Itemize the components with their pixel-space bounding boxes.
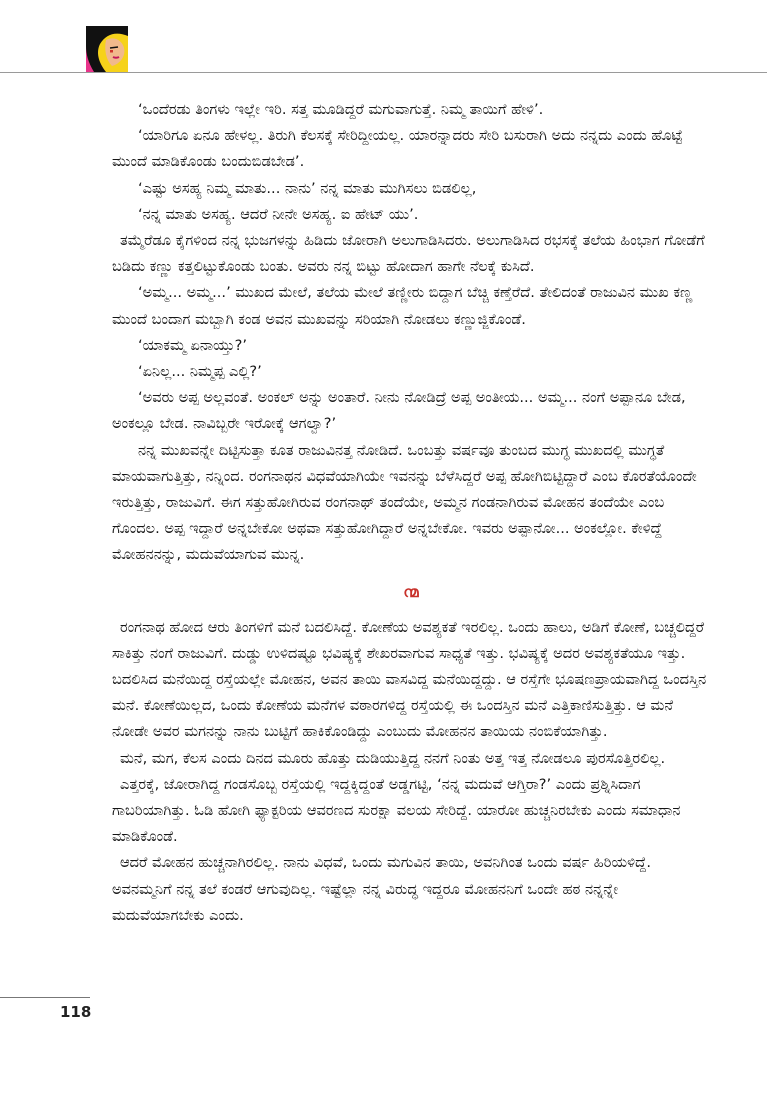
footer-rule bbox=[0, 997, 90, 998]
paragraph: ಎತ್ತರಕ್ಕೆ, ಜೋರಾಗಿದ್ದ ಗಂಡಸೊಬ್ಬ ರಸ್ತೆಯಲ್ಲಿ ಇದ್ದಕ್ಕಿದ್ದಂತೆ ಅಡ್ಡಗಟ್ಟಿ, ‘ನನ್ನ ಮದುವೆ ಆಗ್ತಿರಾ?’ ಎಂದು ಪ್ರಶ್ನಿಸಿದಾಗ ಗಾಬರಿಯಾಗಿತ್ತು. ಓಡಿ ಹೋಗಿ ಫ್ಯಾಕ್ಟರಿಯ ಆವರಣದ ಸುರಕ್ಷಾ ವಲಯ ಸೇರಿದ್ದೆ. ಯಾರೋ ಹುಚ್ಚನಿರಬೇಕು ಎಂದು ಸಮಾಧಾನ ಮಾಡಿಕೊಂಡೆ. bbox=[112, 775, 681, 846]
paragraph: ‘ಏನಿಲ್ಲ... ನಿಮ್ಮಪ್ಪ ಎಲ್ಲಿ?’ bbox=[138, 363, 262, 381]
paragraph: ‘ನನ್ನ ಮಾತು ಅಸಹ್ಯ. ಆದರೆ ನೀನೇ ಅಸಹ್ಯ. ಐ ಹೇಟ್ ಯು’. bbox=[138, 205, 419, 223]
header-rule bbox=[0, 72, 767, 73]
paragraph: ‘ಅಮ್ಮ... ಅಮ್ಮ...’ ಮುಖದ ಮೇಲೆ, ತಲೆಯ ಮೇಲೆ ತಣ್ಣೀರು ಬಿದ್ದಾಗ ಬೆಚ್ಚಿ ಕಣ್ತೆರೆದೆ. ತೇಲಿದಂತೆ ರಾಜುವಿನ ಮುಖ ಕಣ್ಣ ಮುಂದೆ ಬಂದಾಗ ಮಬ್ಬಾಗಿ ಕಂಡ ಅವನ ಮುಖವನ್ನು ಸರಿಯಾಗಿ ನೋಡಲು ಕಣ್ಣುಜ್ಜಿಕೊಂಡೆ. bbox=[112, 284, 693, 328]
paragraph: ‘ಎಷ್ಟು ಅಸಹ್ಯ ನಿಮ್ಮ ಮಾತು... ನಾನು’ ನನ್ನ ಮಾತು ಮುಗಿಸಲು ಬಿಡಲಿಲ್ಲ, bbox=[138, 179, 477, 197]
magazine-logo-icon bbox=[86, 26, 128, 72]
section-divider bbox=[112, 569, 710, 615]
paragraph: ‘ಯಾರಿಗೂ ಏನೂ ಹೇಳಲ್ಲ. ತಿರುಗಿ ಕೆಲಸಕ್ಕೆ ಸೇರಿದ್ದೀಯಲ್ಲ. ಯಾರನ್ನಾದರು ಸೇರಿ ಬಸುರಾಗಿ ಅದು ನನ್ನದು ಎಂದು ಹೊಟ್ಟೆ ಮುಂದೆ ಮಾಡಿಕೊಂಡು ಬಂದುಬಿಡಬೇಡ’. bbox=[112, 127, 683, 171]
paragraph: ‘ಒಂದೆರಡು ತಿಂಗಳು ಇಲ್ಲೇ ಇರಿ. ಸತ್ತ ಮೂಡಿದ್ದರೆ ಮಗುವಾಗುತ್ತೆ. ನಿಮ್ಮ ತಾಯಿಗೆ ಹೇಳಿ’. bbox=[138, 101, 544, 118]
page-number: 118 bbox=[60, 1003, 92, 1021]
paragraph: ತಮ್ಮೆರೆಡೂ ಕೈಗಳಿಂದ ನನ್ನ ಭುಜಗಳನ್ನು ಹಿಡಿದು ಜೋರಾಗಿ ಅಲುಗಾಡಿಸಿದರು. ಅಲುಗಾಡಿಸಿದ ರಭಸಕ್ಕೆ ತಲೆಯ ಹಿಂಭಾಗ ಗೋಡೆಗೆ ಬಡಿದು ಕಣ್ಣು ಕತ್ತಲಿಟ್ಟುಕೊಂಡು ಬಂತು. ಅವರು ನನ್ನ ಬಿಟ್ಟು ಹೋದಾಗ ಹಾಗೇ ನೆಲಕ್ಕೆ ಕುಸಿದೆ. bbox=[112, 232, 705, 276]
article-body bbox=[112, 97, 710, 929]
ornament-icon: ന്മ bbox=[403, 582, 419, 601]
paragraph: ರಂಗನಾಥ ಹೋದ ಆರು ತಿಂಗಳಿಗೆ ಮನೆ ಬದಲಿಸಿದ್ದೆ. ಕೋಣೆಯ ಅವಶ್ಯಕತೆ ಇರಲಿಲ್ಲ. ಒಂದು ಹಾಲು, ಅಡಿಗೆ ಕೋಣೆ, ಬಚ್ಚಲಿದ್ದರೆ ಸಾಕಿತ್ತು ನಂಗೆ ರಾಜುವಿಗೆ. ದುಡ್ಡು ಉಳಿದಷ್ಟೂ ಭವಿಷ್ಯಕ್ಕೆ ಶೇಖರವಾಗುವ ಸಾಧ್ಯತೆ ಇತ್ತು. ಭವಿಷ್ಯಕ್ಕೆ ಅದರ ಅವಶ್ಯಕತೆಯೂ ಇತ್ತು. ಬದಲಿಸಿದ ಮನೆಯಿದ್ದ ರಸ್ತೆಯಲ್ಲೇ ಮೋಹನ, ಅವನ ತಾಯಿ ವಾಸವಿದ್ದ ಮನೆಯಿದ್ದದ್ದು. ಆ ರಸ್ತೆಗೇ ಭೂಷಣಪ್ರಾಯವಾಗಿದ್ದ ಒಂದಸ್ತಿನ ಮನೆ. ಕೋಣೆಯಿಲ್ಲದ, ಒಂದು ಕೋಣೆಯ ಮನೆಗಳ ವಠಾರಗಳಿದ್ದ ರಸ್ತೆಯಲ್ಲಿ ಈ ಒಂದಸ್ತಿನ ಮನೆ ಎತ್ತಿಕಾಣಿಸುತ್ತಿತ್ತು. ಆ ಮನೆ ನೋಡೇ ಅವರ ಮಗನನ್ನು ನಾನು ಬುಟ್ಟಿಗೆ ಹಾಕಿಕೊಂಡಿದ್ದು ಎಂಬುದು ಮೋಹನನ ತಾಯಿಯ ನಂಬಿಕೆಯಾಗಿತ್ತು. bbox=[112, 618, 707, 741]
paragraph: ಮನೆ, ಮಗ, ಕೆಲಸ ಎಂದು ದಿನದ ಮೂರು ಹೊತ್ತು ದುಡಿಯುತ್ತಿದ್ದ ನನಗೆ ನಿಂತು ಅತ್ತ ಇತ್ತ ನೋಡಲೂ ಪುರಸೊತ್ತಿರಲಿಲ್ಲ. bbox=[120, 749, 666, 767]
paragraph: ‘ಯಾಕಮ್ಮ ಏನಾಯ್ತು?’ bbox=[138, 336, 248, 354]
paragraph: ಆದರೆ ಮೋಹನ ಹುಚ್ಚನಾಗಿರಲಿಲ್ಲ. ನಾನು ವಿಧವೆ, ಒಂದು ಮಗುವಿನ ತಾಯಿ, ಅವನಿಗಿಂತ ಒಂದು ವರ್ಷ ಹಿರಿಯಳಿದ್ದೆ. ಅವನಮ್ಮನಿಗೆ ನನ್ನ ತಲೆ ಕಂಡರೆ ಆಗುವುದಿಲ್ಲ. ಇಷ್ಟೆಲ್ಲಾ ನನ್ನ ವಿರುದ್ಧ ಇದ್ದರೂ ಮೋಹನನಿಗೆ ಒಂದೇ ಹಠ ನನ್ನನ್ನೇ ಮದುವೆಯಾಗಬೇಕು ಎಂದು. bbox=[112, 854, 652, 924]
paragraph: ‘ಅವರು ಅಪ್ಪ ಅಲ್ಲವಂತೆ. ಅಂಕಲ್ ಅನ್ನು ಅಂತಾರೆ. ನೀನು ನೋಡಿದ್ರೆ ಅಪ್ಪ ಅಂತೀಯ... ಅಮ್ಮ... ನಂಗೆ ಅಪ್ಪಾನೂ ಬೇಡ, ಅಂಕಲ್ಲೂ ಬೇಡ. ನಾವಿಬ್ಬರೇ ಇರೋಕ್ಕೆ ಆಗಲ್ವಾ?’ bbox=[112, 389, 686, 433]
paragraph: ನನ್ನ ಮುಖವನ್ನೇ ದಿಟ್ಟಿಸುತ್ತಾ ಕೂತ ರಾಜುವಿನತ್ತ ನೋಡಿದೆ. ಒಂಬತ್ತು ವರ್ಷವೂ ತುಂಬದ ಮುಗ್ಧ ಮುಖದಲ್ಲಿ ಮುಗ್ಧತೆ ಮಾಯವಾಗುತ್ತಿತ್ತು, ನನ್ನಿಂದ. ರಂಗನಾಥನ ವಿಧವೆಯಾಗಿಯೇ ಇವನನ್ನು ಬೆಳೆಸಿದ್ದರೆ ಅಪ್ಪ ಹೋಗಿಬಿಟ್ಟಿದ್ದಾರೆ ಎಂಬ ಕೊರತೆಯೊಂದೇ ಇರುತ್ತಿತ್ತು, ರಾಜುವಿಗೆ. ಈಗ ಸತ್ತುಹೋಗಿರುವ ರಂಗನಾಥ್ ತಂದೆಯೇ, ಅಮ್ಮನ ಗಂಡನಾಗಿರುವ ಮೋಹನ ತಂದೆಯೇ ಎಂಬ ಗೊಂದಲ. ಅಪ್ಪ ಇದ್ದಾರೆ ಅನ್ನಬೇಕೋ ಅಥವಾ ಸತ್ತುಹೋಗಿದ್ದಾರೆ ಅನ್ನಬೇಕೋ. ಇವರು ಅಪ್ಪಾನೋ... ಅಂಕಲ್ಲೋ. ಕೇಳಿದ್ದೆ ಮೋಹನನನ್ನು, ಮದುವೆಯಾಗುವ ಮುನ್ನ. bbox=[112, 441, 697, 564]
